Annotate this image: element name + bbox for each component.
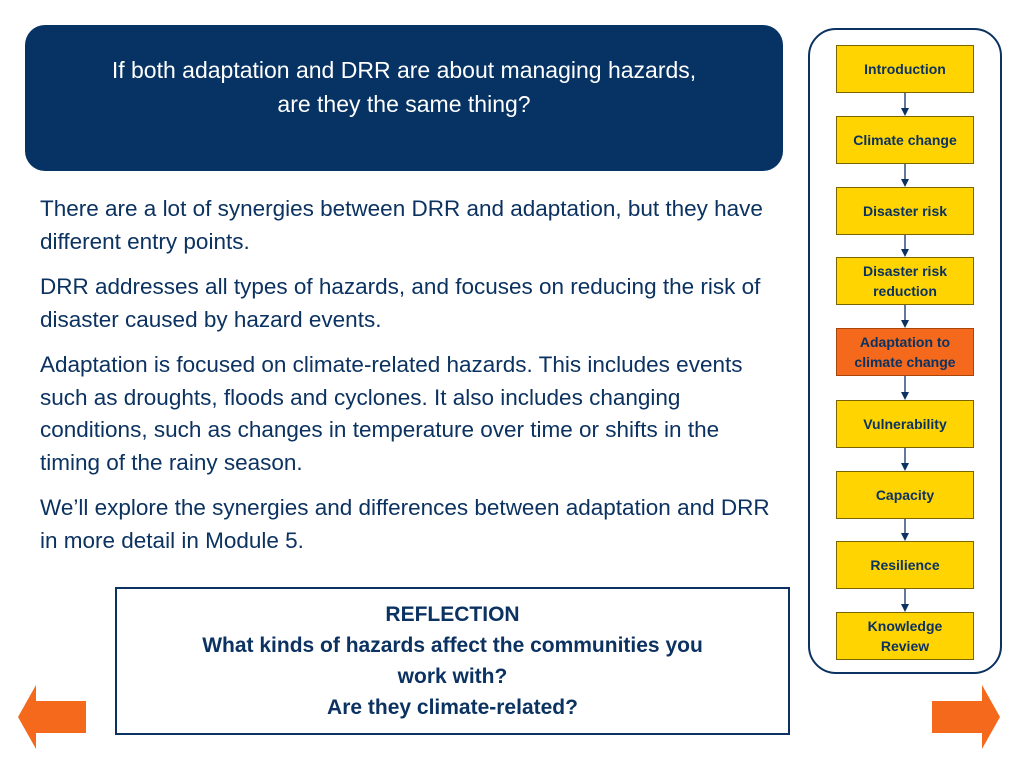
nav-step-label: Disaster risk [862,203,948,219]
paragraph: Adaptation is focused on climate-related hazards. This includes events such as droughts, floods and cyclones. It also includes changing conditions, such as changes in temperature over time or shifts in the timing of the rainy season. [40,352,743,475]
connector-arrow-icon [898,589,912,612]
connector-arrow-icon [898,448,912,471]
nav-step-adaptation-to-climate-change[interactable] [836,328,974,376]
paragraph: We’ll explore the synergies and differences between adaptation and DRR in more detail in Module 5. [40,495,770,553]
nav-step-label: Adaptation to climate change [854,334,956,370]
paragraph: There are a lot of synergies between DRR and adaptation, but they have different entry points. [40,196,763,254]
connector-arrow-icon [898,519,912,541]
nav-step-capacity[interactable] [836,471,974,519]
body-text [40,193,780,570]
banner-title-line-2: are they the same thing? [277,91,531,117]
connector-arrow-icon [898,93,912,116]
connector-arrow-icon [898,376,912,400]
nav-step-label: Disaster risk reduction [862,263,948,299]
nav-step-introduction[interactable] [836,45,974,93]
reflection-box [115,587,790,735]
title-banner [25,25,783,171]
reflection-question-2: Are they climate-related? [327,696,578,719]
nav-step-disaster-risk[interactable] [836,187,974,235]
nav-step-label: Introduction [864,61,946,77]
arrow-right-icon[interactable] [928,685,1000,749]
nav-step-vulnerability[interactable] [836,400,974,448]
nav-step-label: Vulnerability [863,416,947,432]
connector-arrow-icon [898,235,912,257]
nav-step-label: Resilience [870,557,940,573]
nav-step-disaster-risk-reduction[interactable] [836,257,974,305]
nav-step-knowledge-review[interactable] [836,612,974,660]
paragraph: DRR addresses all types of hazards, and focuses on reducing the risk of disaster caused by hazard events. [40,274,761,332]
connector-arrow-icon [898,164,912,187]
arrow-left-icon[interactable] [18,685,90,749]
nav-step-label: Climate change [853,132,957,148]
banner-title-line-1: If both adaptation and DRR are about managing hazards, [111,57,697,83]
reflection-question-1: What kinds of hazards affect the communities you work with? [202,634,703,688]
nav-step-resilience[interactable] [836,541,974,589]
connector-arrow-icon [898,305,912,328]
nav-step-climate-change[interactable] [836,116,974,164]
nav-step-label: Capacity [875,487,935,503]
reflection-heading: REFLECTION [385,603,520,626]
nav-step-label: Knowledge Review [867,618,943,654]
